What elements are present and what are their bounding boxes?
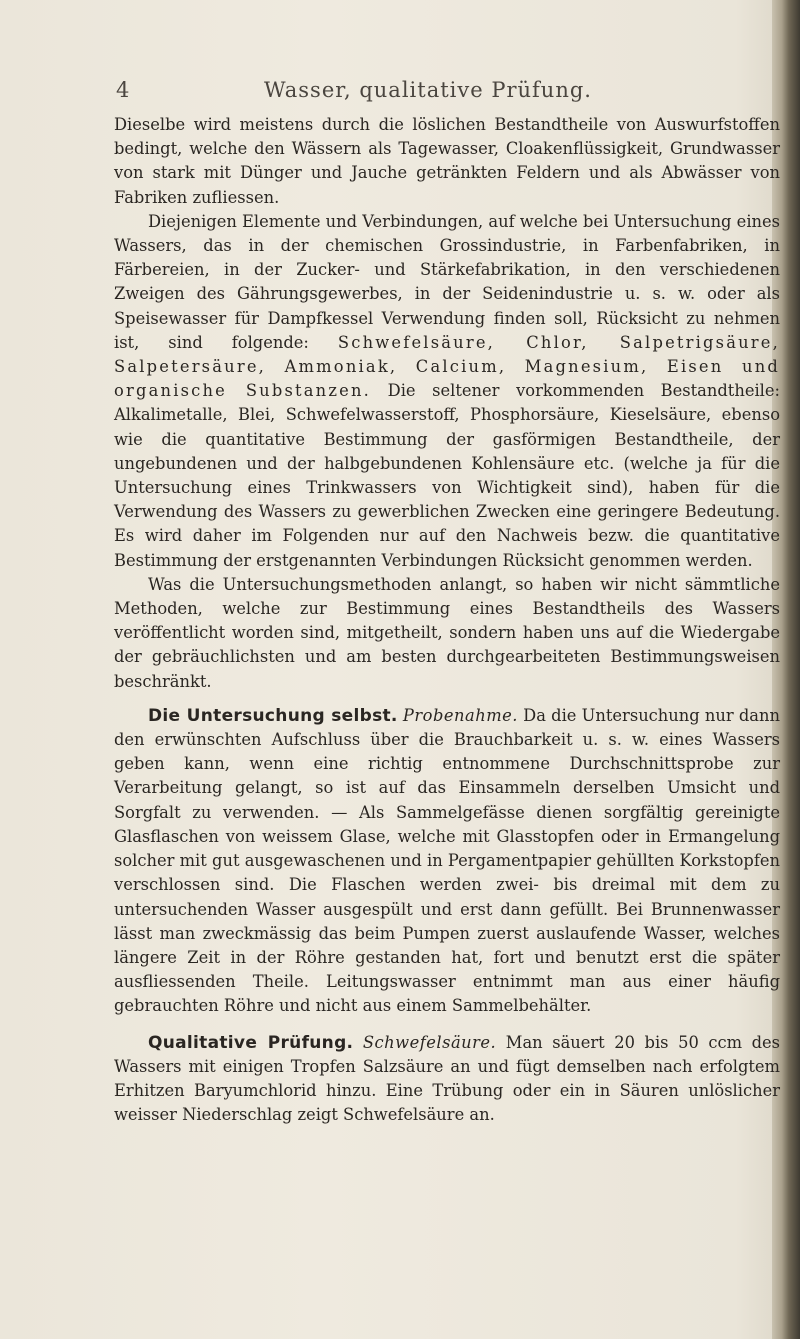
paragraph-3-text: Was die Untersuchungsmethoden anlangt, so haben wir nicht sämmtliche Methoden, welche zur Bestimmung eines Bestandtheils des Wassers veröffentlicht worden sind, mitgetheilt, sondern haben uns auf die Wiedergabe der gebräuchlichsten und am besten durchgearbeiteten Bestimmungsweisen beschränkt. [114,574,780,691]
running-header [116,78,756,106]
paragraph-2-text-a: Diejenigen Elemente und Verbindungen, auf welche bei Untersuchung eines Wassers, das in der chemischen Grossindustrie, in Farbenfabriken, in Färbereien, in der Zucker- und Stärkefabrikation, in den verschiedenen Zweigen des Gährungsgewerbes, in der Seidenindustrie u. s. w. oder als Speisewasser für Dampfkessel Verwendung finden soll, Rücksicht zu nehmen ist, sind folgende: [114,211,780,352]
section-heading-qualitative: Qualitative Prüfung. [148,1032,354,1053]
paragraph-1 [114,113,780,210]
paragraph-4 [114,704,780,1019]
paragraph-1-text: Dieselbe wird meistens durch die löslichen Bestandtheile von Auswurfstoffen bedingt, welche den Wässern als Tagewasser, Cloakenflüssigkeit, Grundwasser von stark mit Dünger und Jauche getränkten Feldern und als Abwässer von Fabriken zufliessen. [114,115,780,207]
paragraph-2 [114,210,780,573]
paragraph-2-text-b: Die seltener vorkommenden Bestandtheile: Alkalimetalle, Blei, Schwefelwasserstoff, Phosphorsäure, Kieselsäure, ebenso wie die quantitative Bestimmung der gasförmigen Bestandtheile, der ungebundenen und der halbgebundenen Kohlensäure etc. (welche ja für die Untersuchung eines Trinkwassers von Wichtigkeit sind), haben für die Verwendung des Wassers zu gewerblichen Zwecken eine geringere Bedeutung. Es wird daher im Folgenden nur auf den Nachweis bezw. die quantitative Bestimmung der erstgenannten Verbindungen Rücksicht genommen werden. [114,381,780,570]
body-text [114,113,780,1127]
paragraph-5-text: Man säuert 20 bis 50 ccm des Wassers mit einigen Tropfen Salzsäure an und fügt demselben nach erfolgtem Erhitzen Baryumchlorid hinzu. Eine Trübung oder ein in Säuren unlöslicher weisser Niederschlag zeigt Schwefelsäure an. [114,1032,781,1125]
section-heading-untersuchung: Die Untersuchung selbst. [148,705,398,726]
subsection-probenahme: Probenahme. [402,705,518,725]
page-number: 4 [116,78,130,102]
paragraph-3 [114,573,780,694]
paragraph-5 [114,1031,780,1128]
paragraph-2-spaced-list: Schwefelsäure, Chlor, Salpetrigsäure, Salpetersäure, Ammoniak, Calcium, Magnesium, Eisen und organische Substanzen. [114,332,781,401]
paragraph-4-text: Da die Untersuchung nur dann den erwünschten Aufschluss über die Brauchbarkeit u. s. w. eines Wassers geben kann, wenn eine richtig entnommene Durchschnittsprobe zur Verarbeitung gelangt, so ist auf das Einsammeln derselben Umsicht und Sorgfalt zu verwenden. — Als Sammelgefässe dienen sorgfältig gereinigte Glasflaschen von weissem Glase, welche mit Glasstopfen oder in Ermangelung solcher mit gut ausgewaschenen und in Pergamentpapier gehüllten Korkstopfen verschlossen sind. Die Flaschen werden zwei- bis dreimal mit dem zu untersuchenden Wasser ausgespült und erst dann gefüllt. Bei Brunnenwasser lässt man zweckmässig das beim Pumpen zuerst auslaufende Wasser, welches längere Zeit in der Röhre gestanden hat, fort und benutzt erst die später ausfliessenden Theile. Leitungswasser entnimmt man aus einer häufig gebrauchten Röhre und nicht aus einem Sammelbehälter. [114,705,780,1016]
subsection-schwefelsaeure: Schwefelsäure. [362,1032,497,1052]
running-title: Wasser, qualitative Prüfung. [264,78,592,102]
